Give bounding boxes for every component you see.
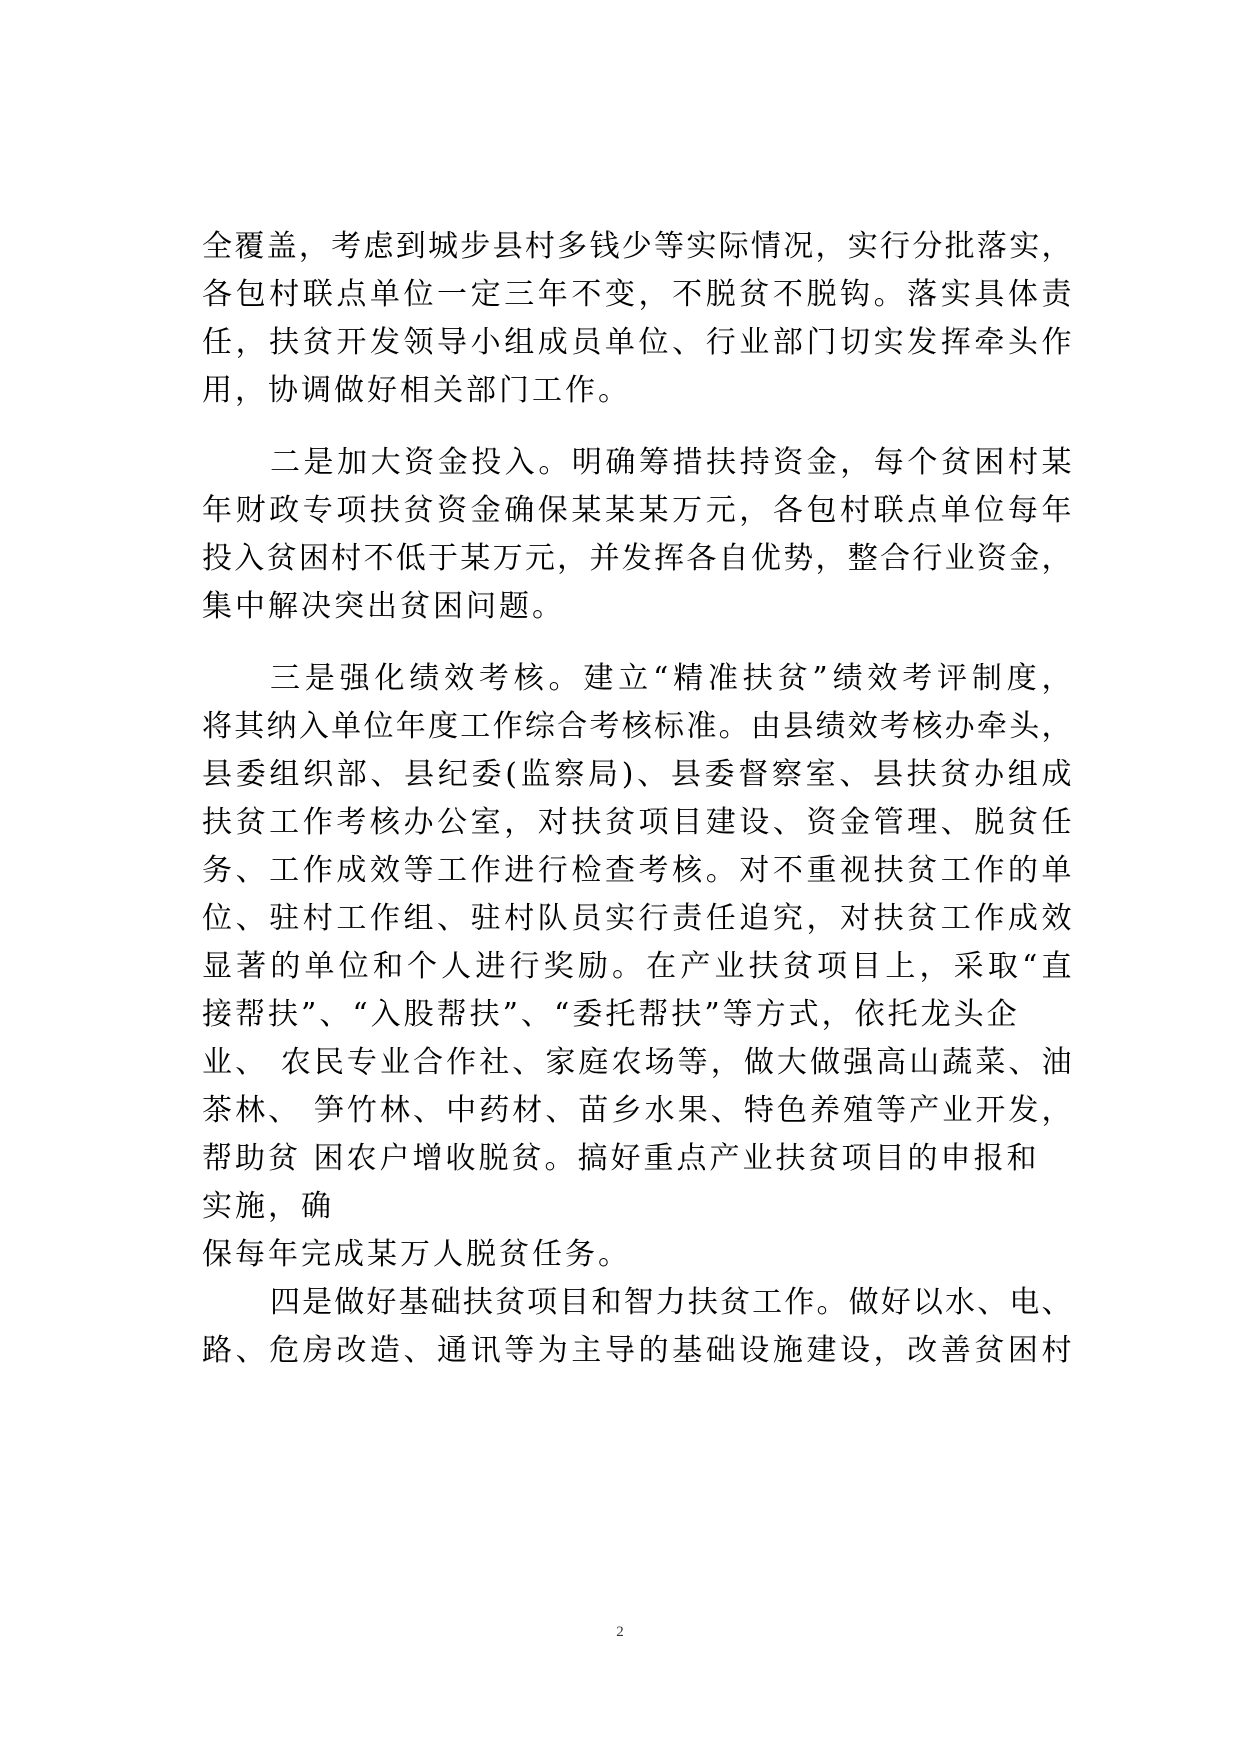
- text-line: 显著的单位和个人进行奖励。在产业扶贫项目上，采取“直: [202, 949, 1072, 984]
- text-line: 业、 农民专业合作社、家庭农场等，做大做强高山蔬菜、油: [202, 1045, 1072, 1080]
- text-line: 用，协调做好相关部门工作。: [202, 373, 631, 408]
- text-line: 各包村联点单位一定三年不变，不脱贫不脱钩。落实具体责: [202, 277, 1072, 312]
- text-line: 位、驻村工作组、驻村队员实行责任追究，对扶贫工作成效: [202, 901, 1072, 936]
- text-line: 帮助贫 困农户增收脱贫。搞好重点产业扶贫项目的申报和: [202, 1141, 1040, 1176]
- page-number: 2: [616, 1624, 624, 1640]
- text-line: 扶贫工作考核办公室，对扶贫项目建设、资金管理、脱贫任: [202, 805, 1072, 840]
- text-line: 县委组织部、县纪委(监察局)、县委督察室、县扶贫办组成: [202, 757, 1072, 792]
- paragraph-start-line: 四是做好基础扶贫项目和智力扶贫工作。做好以水、电、: [270, 1285, 1072, 1320]
- text-line: 接帮扶”、“入股帮扶”、“委托帮扶”等方式，依托龙头企: [202, 997, 1020, 1032]
- text-line: 任，扶贫开发领导小组成员单位、行业部门切实发挥牵头作: [202, 325, 1072, 360]
- paragraph-start-line: 二是加大资金投入。明确筹措扶持资金，每个贫困村某: [270, 445, 1072, 480]
- text-line: 将其纳入单位年度工作综合考核标准。由县绩效考核办牵头，: [202, 709, 1072, 744]
- text-line: 务、工作成效等工作进行检查考核。对不重视扶贫工作的单: [202, 853, 1072, 888]
- paragraph-start-line: 三是强化绩效考核。建立“精准扶贫”绩效考评制度，: [270, 661, 1072, 696]
- text-line: 路、危房改造、通讯等为主导的基础设施建设，改善贫困村: [202, 1333, 1072, 1368]
- text-line: 保每年完成某万人脱贫任务。: [202, 1237, 631, 1272]
- text-line: 年财政专项扶贫资金确保某某某万元，各包村联点单位每年: [202, 493, 1072, 528]
- text-line: 茶林、 笋竹林、中药材、苗乡水果、特色养殖等产业开发，: [202, 1093, 1072, 1128]
- text-line: 集中解决突出贫困问题。: [202, 589, 565, 624]
- text-line: 投入贫困村不低于某万元，并发挥各自优势，整合行业资金，: [202, 541, 1072, 576]
- text-line: 全覆盖，考虑到城步县村多钱少等实际情况，实行分批落实，: [202, 229, 1072, 264]
- text-line: 实施，确: [202, 1189, 334, 1224]
